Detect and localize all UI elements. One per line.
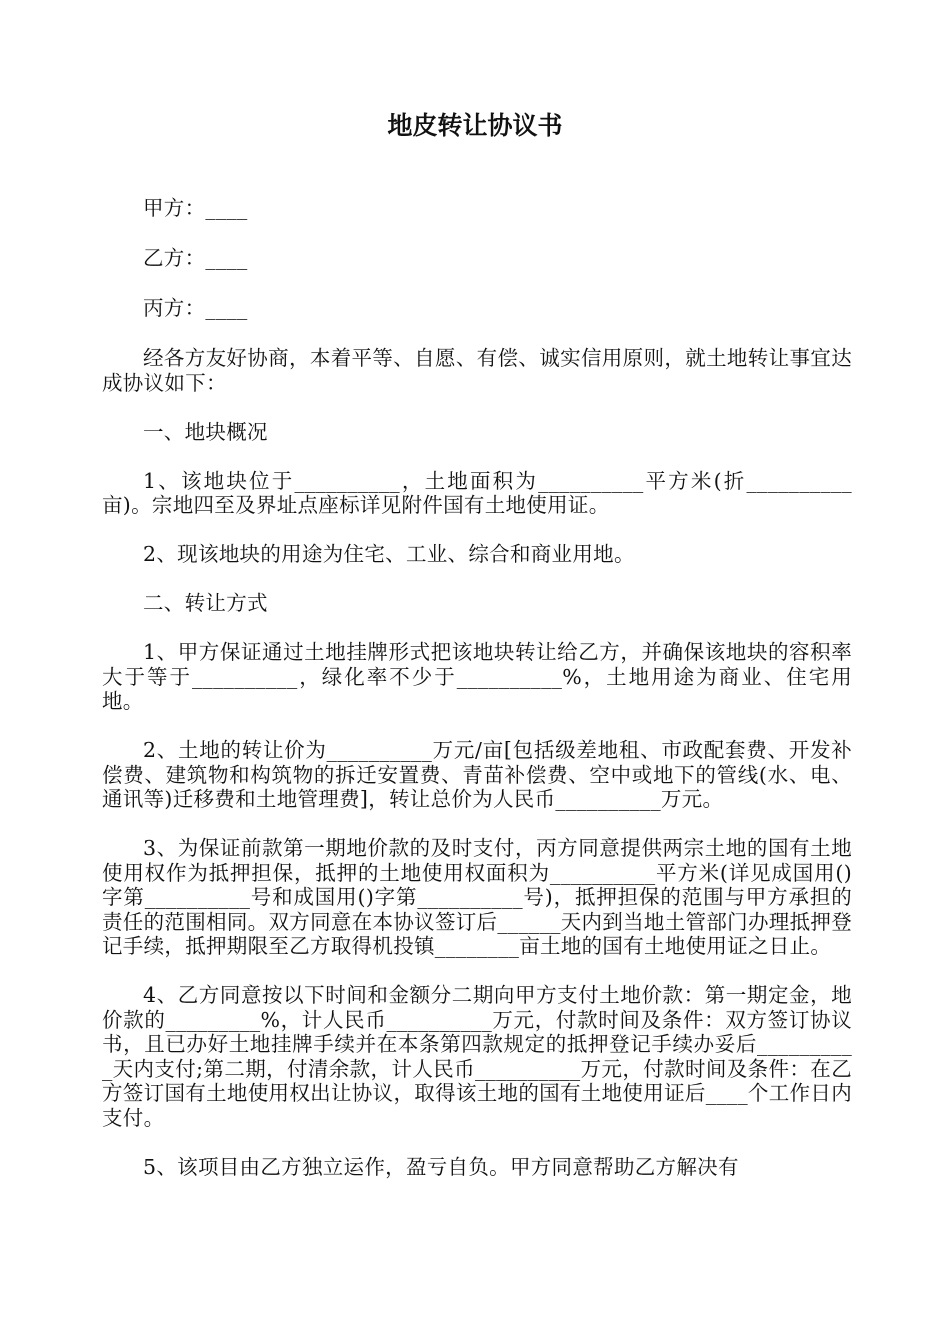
clause-2-1-paragraph: 1、甲方保证通过土地挂牌形式把该地块转让给乙方，并确保该地块的容积率大于等于__________，绿化率不少于__________%，土地用途为商业、住宅用地。	[102, 640, 852, 713]
party-c-line: 丙方：____	[143, 296, 248, 320]
clause-1-2-paragraph: 2、现该地块的用途为住宅、工业、综合和商业用地。	[143, 542, 635, 566]
document-body	[102, 196, 852, 1204]
clause-2-3-paragraph: 3、为保证前款第一期地价款的及时支付，丙方同意提供两宗土地的国有土地使用权作为抵押担保，抵押的土地使用权面积为__________平方米(详见成国用()字第__________号和成国用()字第__________号)，抵押担保的范围与甲方承担的责任的范围相同。双方同意在本协议签订后______天内到当地土管部门办理抵押登记手续，抵押期限至乙方取得机投镇________亩土地的国有土地使用证之日止。	[102, 836, 852, 958]
section-heading-land-overview: 一、地块概况	[143, 419, 268, 444]
clause-2-5-paragraph: 5、该项目由乙方独立运作，盈亏自负。甲方同意帮助乙方解决有	[143, 1154, 739, 1179]
preamble-paragraph: 经各方友好协商，本着平等、自愿、有偿、诚实信用原则，就土地转让事宜达成协议如下：	[102, 346, 852, 395]
clause-1-1-paragraph: 1、该地块位于__________，土地面积为__________平方米(折__________亩)。宗地四至及界址点座标详见附件国有土地使用证。	[102, 468, 852, 517]
clause-2-2-paragraph: 2、土地的转让价为__________万元/亩[包括级差地租、市政配套费、开发补偿费、建筑物和构筑物的拆迁安置费、青苗补偿费、空中或地下的管线(水、电、通讯等)迁移费和土地管理费]，转让总价为人民币__________万元。	[102, 738, 852, 811]
section-heading-transfer-method: 二、转让方式	[143, 591, 268, 615]
party-b-line: 乙方：____	[143, 246, 248, 270]
clause-2-4-paragraph: 4、乙方同意按以下时间和金额分二期向甲方支付土地价款：第一期定金，地价款的_________%，计人民币__________万元，付款时间及条件：双方签订协议书，且已办好土地挂牌手续并在本条第四款规定的抵押登记手续办妥后__________天内支付;第二期，付清余款，计人民币__________万元，付款时间及条件：在乙方签订国有土地使用权出让协议，取得该土地的国有土地使用证后____个工作日内支付。	[102, 983, 852, 1130]
document-title: 地皮转让协议书	[387, 111, 563, 140]
party-a-line: 甲方：____	[143, 196, 248, 220]
